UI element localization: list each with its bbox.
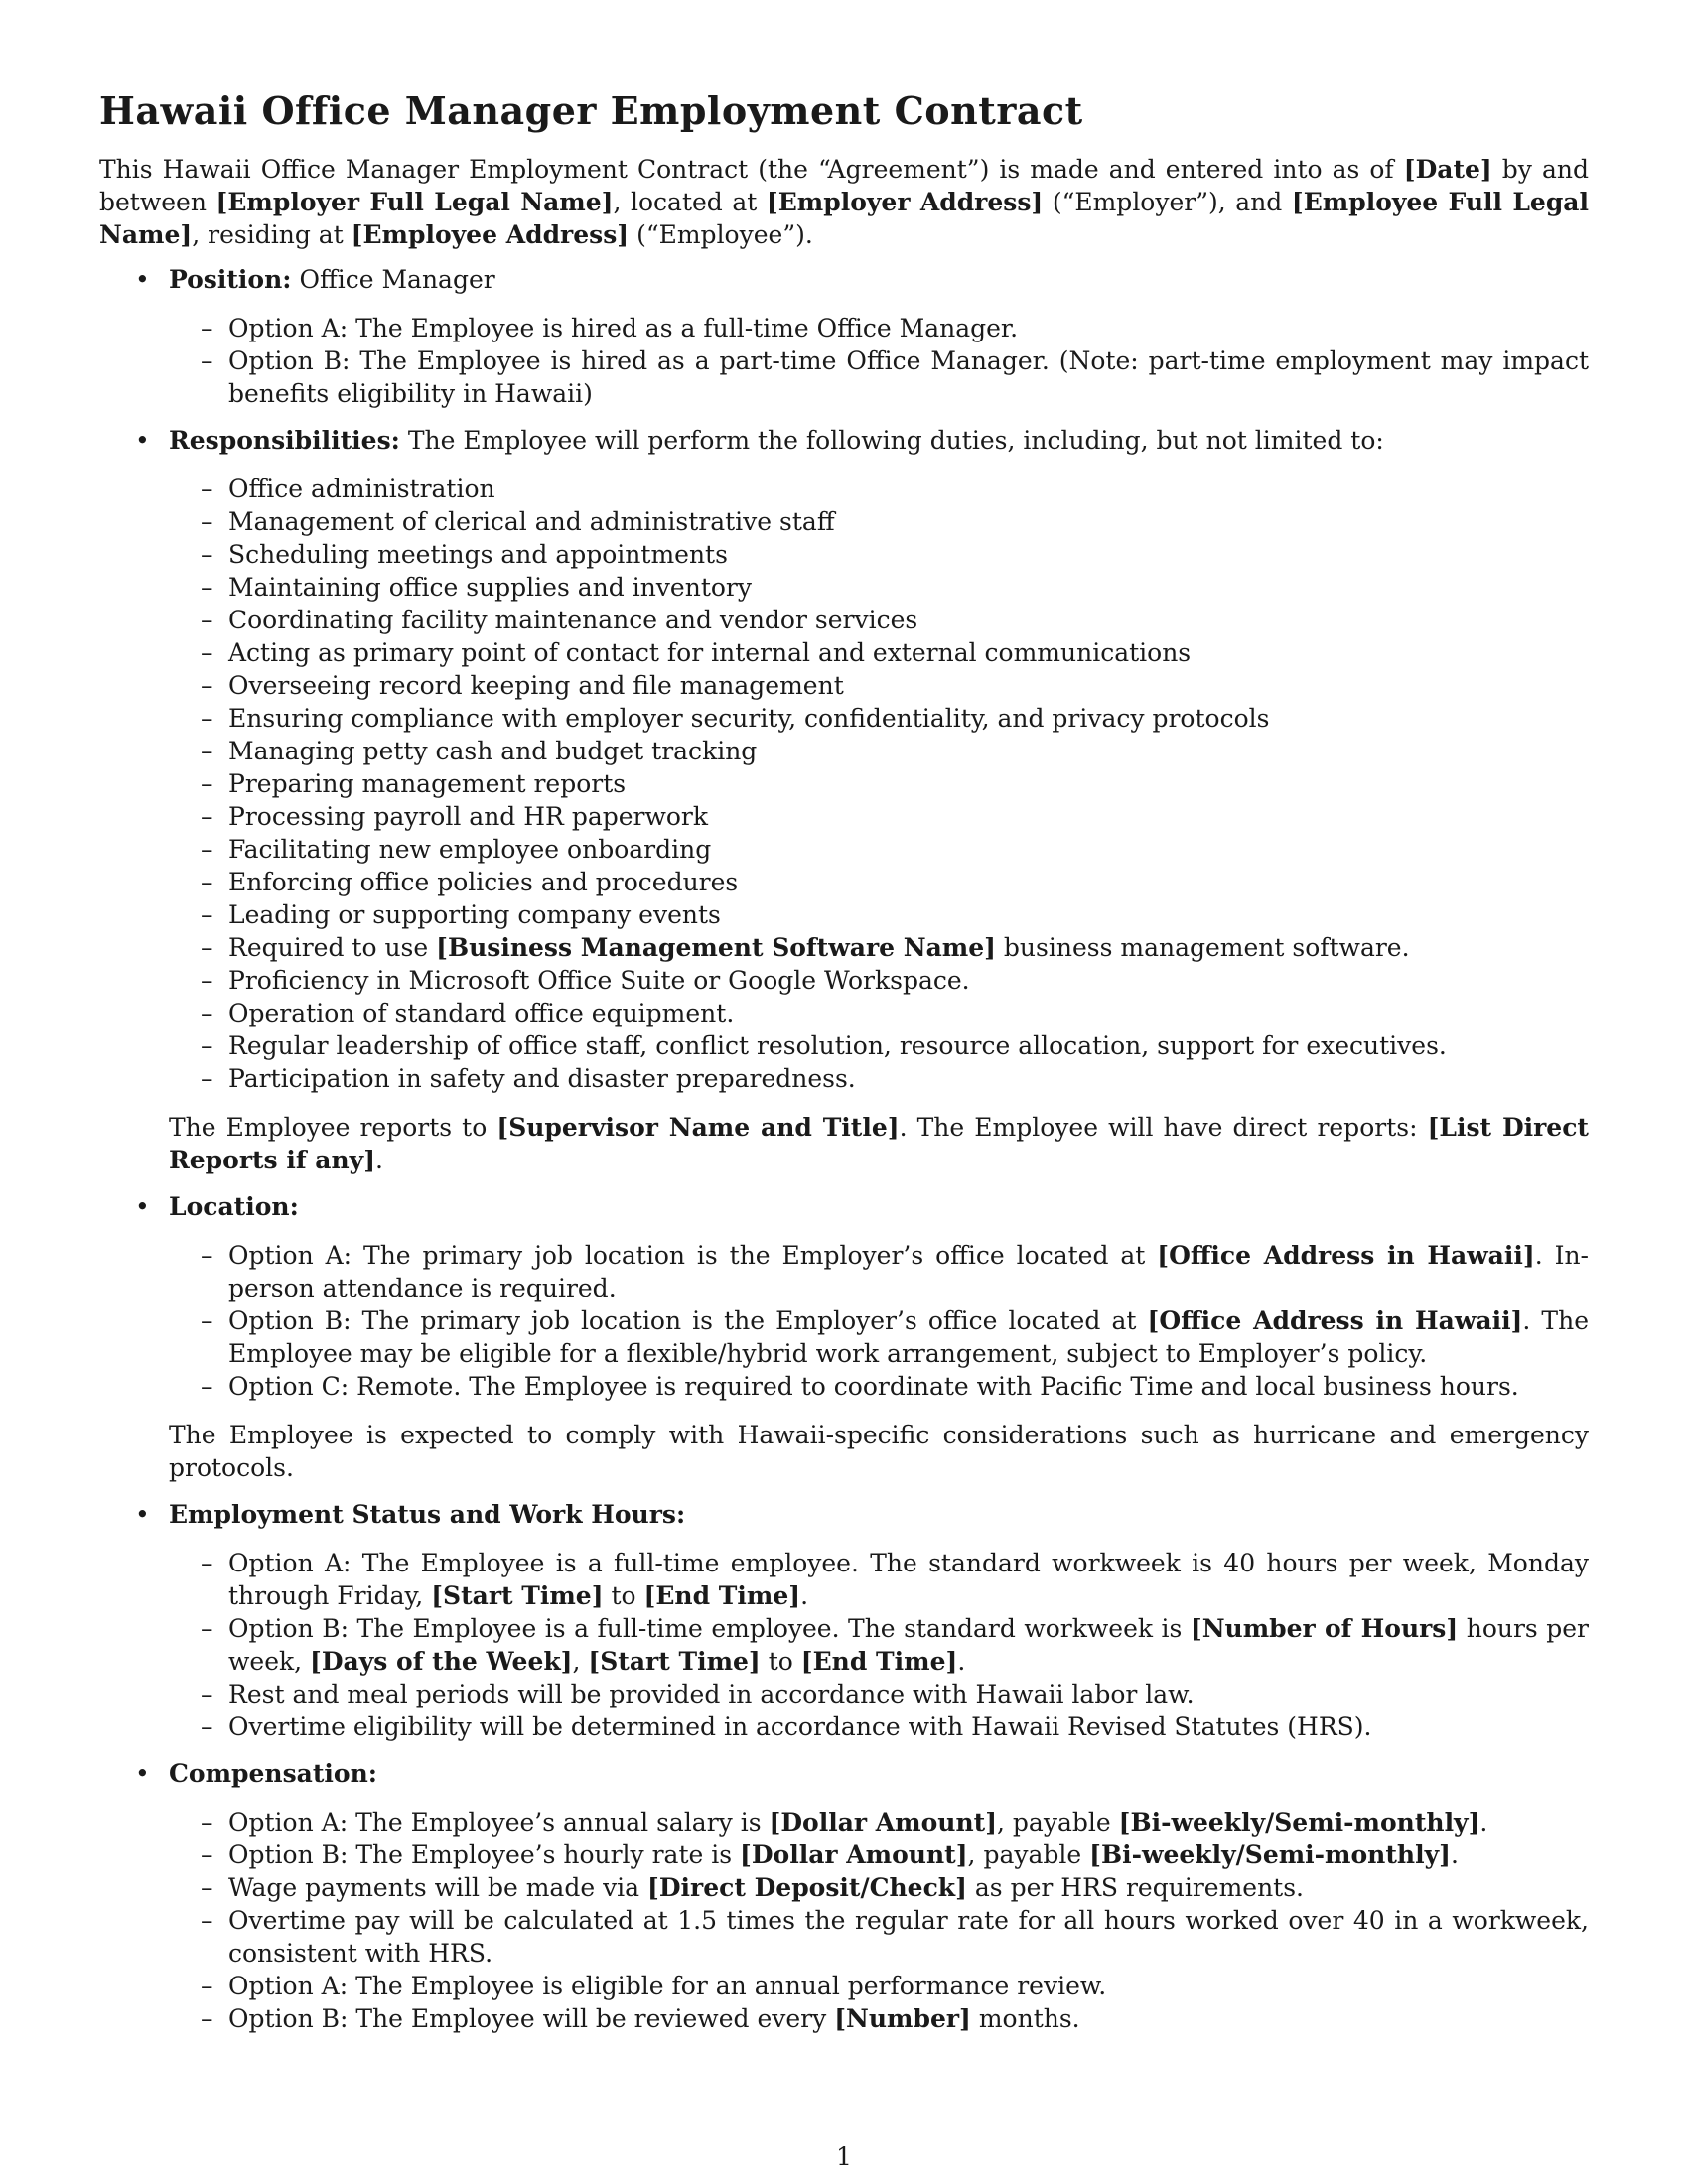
- dash-icon: –: [201, 1841, 213, 1869]
- dash-icon: –: [201, 1549, 213, 1577]
- dash-icon: –: [201, 2004, 213, 2033]
- comp-b-pre: Option B: The Employee’s hourly rate is: [228, 1841, 741, 1869]
- list-item: [169, 833, 1589, 866]
- dash-icon: –: [201, 671, 213, 700]
- location-note: The Employee is expected to comply with Hawaii-specific considerations such as hurricane and emergency protocols.: [169, 1421, 1589, 1482]
- dash-icon: –: [201, 1372, 213, 1401]
- list-item: [169, 997, 1589, 1029]
- list-item: [169, 735, 1589, 767]
- intro-text-4: (“Employer”), and: [1043, 188, 1292, 216]
- list-item-text: Facilitating new employee onboarding: [228, 835, 712, 864]
- dash-icon: –: [201, 933, 213, 962]
- list-item-text: Acting as primary point of contact for internal and external communications: [228, 638, 1192, 667]
- status-a-pre: Option A: The Employee is a full-time employee. The standard workweek is 40 hours per week, Monday through Friday,: [228, 1549, 1589, 1610]
- employer-address-placeholder: [Employer Address]: [766, 188, 1044, 216]
- page-number: 1: [836, 2142, 852, 2171]
- document-page: [99, 87, 1589, 2049]
- dash-icon: –: [201, 1031, 213, 1060]
- compensation-options: [169, 1806, 1589, 2035]
- list-item-text: Office administration: [228, 475, 495, 503]
- location-c-text: Option C: Remote. The Employee is required to coordinate with Pacific Time and local business hours.: [228, 1372, 1519, 1401]
- dash-icon: –: [201, 346, 213, 375]
- list-item: [169, 702, 1589, 735]
- list-item: [169, 669, 1589, 702]
- comp-b-mid: , payable: [967, 1841, 1090, 1869]
- location-heading: Location:: [169, 1192, 299, 1221]
- dash-icon: –: [201, 769, 213, 798]
- review-b-pre: Option B: The Employee will be reviewed every: [228, 2004, 835, 2033]
- position-options: [169, 312, 1589, 410]
- list-item: [169, 505, 1589, 538]
- list-item: [169, 931, 1589, 964]
- list-item-text: Participation in safety and disaster preparedness.: [228, 1064, 856, 1093]
- dash-icon: –: [201, 835, 213, 864]
- list-item: [169, 636, 1589, 669]
- list-item-text: Preparing management reports: [228, 769, 627, 798]
- dash-icon: –: [201, 606, 213, 634]
- list-item-text: Maintaining office supplies and inventory: [228, 573, 752, 602]
- dash-icon: –: [201, 1873, 213, 1902]
- wage-post: as per HRS requirements.: [966, 1873, 1304, 1902]
- list-item-text: Rest and meal periods will be provided in accordance with Hawaii labor law.: [228, 1680, 1195, 1708]
- list-item: [169, 1029, 1589, 1062]
- list-item: [169, 312, 1589, 344]
- bullet-icon: •: [135, 1192, 150, 1221]
- end-time-placeholder: [End Time]: [643, 1581, 801, 1610]
- dash-icon: –: [201, 1064, 213, 1093]
- payment-method-placeholder: [Direct Deposit/Check]: [647, 1873, 967, 1902]
- dash-icon: –: [201, 1306, 213, 1335]
- list-item: [169, 344, 1589, 410]
- dash-icon: –: [201, 802, 213, 831]
- list-item: [169, 964, 1589, 997]
- dash-icon: –: [201, 704, 213, 733]
- list-item: [169, 1806, 1589, 1839]
- intro-text-6: (“Employee”).: [629, 220, 813, 249]
- list-item: [169, 1062, 1589, 1095]
- days-placeholder: [Days of the Week]: [310, 1647, 573, 1676]
- office-address-placeholder: [Office Address in Hawaii]: [1147, 1306, 1523, 1335]
- employment-status-options: [169, 1547, 1589, 1743]
- intro-text-1: This Hawaii Office Manager Employment Contract (the “Agreement”) is made and entered into as of: [99, 155, 1404, 184]
- list-item-text: Enforcing office policies and procedures: [228, 868, 739, 896]
- dash-icon: –: [201, 1680, 213, 1708]
- dash-icon: –: [201, 475, 213, 503]
- list-item: [169, 1239, 1589, 1304]
- reporting-text-2: . The Employee will have direct reports:: [899, 1113, 1428, 1142]
- list-item: [169, 1904, 1589, 1970]
- responsibilities-list: [169, 473, 1589, 1095]
- compensation-section: [99, 1757, 1589, 2035]
- location-options: [169, 1239, 1589, 1403]
- review-b-post: months.: [970, 2004, 1080, 2033]
- dash-icon: –: [201, 900, 213, 929]
- list-item-text: Option B: The Employee is hired as a part-time Office Manager. (Note: part-time employment may impact benefits eligibility in Hawaii): [228, 346, 1589, 408]
- employment-status-heading: Employment Status and Work Hours:: [169, 1500, 686, 1529]
- status-b-comma: ,: [572, 1647, 589, 1676]
- list-item-text: Overseeing record keeping and file management: [228, 671, 844, 700]
- location-b-post: . The Employee may be eligible for a flexible/hybrid work arrangement, subject to Employer’s policy.: [228, 1306, 1589, 1368]
- list-item-text: Leading or supporting company events: [228, 900, 721, 929]
- date-placeholder: [Date]: [1403, 155, 1492, 184]
- dash-icon: –: [201, 868, 213, 896]
- location-a-pre: Option A: The primary job location is the Employer’s office located at: [228, 1241, 1158, 1270]
- comp-a-mid: , payable: [997, 1808, 1119, 1837]
- list-item-text: Overtime eligibility will be determined in accordance with Hawaii Revised Statutes (HRS).: [228, 1712, 1372, 1741]
- dollar-amount-placeholder: [Dollar Amount]: [769, 1808, 998, 1837]
- software-post: business management software.: [995, 933, 1410, 962]
- list-item: [169, 571, 1589, 604]
- direct-reports-placeholder: [List Direct Reports if any]: [169, 1113, 1589, 1174]
- software-pre: Required to use: [228, 933, 437, 962]
- dash-icon: –: [201, 1906, 213, 1935]
- pay-frequency-placeholder: [Bi-weekly/Semi-monthly]: [1118, 1808, 1480, 1837]
- clause-list: [99, 263, 1589, 2035]
- document-title: Hawaii Office Manager Employment Contract: [99, 88, 1083, 133]
- compensation-heading: Compensation:: [169, 1759, 377, 1788]
- dash-icon: –: [201, 999, 213, 1027]
- employment-status-section: [99, 1498, 1589, 1743]
- hours-placeholder: [Number of Hours]: [1190, 1614, 1459, 1643]
- list-item-text: Ensuring compliance with employer security, confidentiality, and privacy protocols: [228, 704, 1270, 733]
- employee-name-placeholder: [Employee Full Legal Name]: [99, 188, 1589, 249]
- list-item-text: Processing payroll and HR paperwork: [228, 802, 709, 831]
- dash-icon: –: [201, 507, 213, 536]
- intro-paragraph: [99, 153, 1589, 251]
- list-item: [169, 473, 1589, 505]
- list-item: [169, 1547, 1589, 1612]
- dollar-amount-placeholder: [Dollar Amount]: [740, 1841, 968, 1869]
- employee-address-placeholder: [Employee Address]: [351, 220, 630, 249]
- list-item: [169, 604, 1589, 636]
- wage-pre: Wage payments will be made via: [228, 1873, 648, 1902]
- list-item: [169, 898, 1589, 931]
- dash-icon: –: [201, 737, 213, 765]
- list-item-text: Operation of standard office equipment.: [228, 999, 735, 1027]
- responsibilities-heading: Responsibilities:: [169, 426, 400, 455]
- status-b-pre: Option B: The Employee is a full-time employee. The standard workweek is: [228, 1614, 1191, 1643]
- position-section: [99, 263, 1589, 410]
- bullet-icon: •: [135, 426, 150, 455]
- list-item: [169, 1304, 1589, 1370]
- intro-text-2: by and between: [99, 155, 1589, 216]
- comp-a-pre: Option A: The Employee’s annual salary is: [228, 1808, 770, 1837]
- end-time-placeholder: [End Time]: [800, 1647, 958, 1676]
- reporting-text-3: .: [375, 1146, 383, 1174]
- list-item-text: Option A: The Employee is hired as a full-time Office Manager.: [228, 314, 1019, 342]
- list-item: [169, 1839, 1589, 1871]
- responsibilities-section: [99, 424, 1589, 1176]
- list-item-text: Management of clerical and administrative staff: [228, 507, 835, 536]
- list-item: [169, 1370, 1589, 1403]
- list-item: [169, 800, 1589, 833]
- list-item: [169, 1970, 1589, 2002]
- bullet-icon: •: [135, 265, 150, 294]
- dash-icon: –: [201, 966, 213, 995]
- status-b-mid: hours per week,: [228, 1614, 1589, 1676]
- status-b-to: to: [760, 1647, 801, 1676]
- start-time-placeholder: [Start Time]: [588, 1647, 761, 1676]
- dash-icon: –: [201, 1614, 213, 1643]
- dash-icon: –: [201, 638, 213, 667]
- review-a-text: Option A: The Employee is eligible for an annual performance review.: [228, 1972, 1107, 2000]
- office-address-placeholder: [Office Address in Hawaii]: [1157, 1241, 1535, 1270]
- supervisor-placeholder: [Supervisor Name and Title]: [496, 1113, 900, 1142]
- list-item: [169, 1710, 1589, 1743]
- reporting-paragraph: [169, 1111, 1589, 1176]
- location-section: [99, 1190, 1589, 1484]
- responsibilities-text: The Employee will perform the following duties, including, but not limited to:: [399, 426, 1384, 455]
- location-a-post: . In-person attendance is required.: [228, 1241, 1590, 1302]
- position-text: Office Manager: [291, 265, 495, 294]
- list-item-text: Proficiency in Microsoft Office Suite or Google Workspace.: [228, 966, 970, 995]
- bullet-icon: •: [135, 1759, 150, 1788]
- comp-b-post: .: [1450, 1841, 1459, 1869]
- dash-icon: –: [201, 573, 213, 602]
- status-b-post: .: [957, 1647, 966, 1676]
- employer-name-placeholder: [Employer Full Legal Name]: [215, 188, 614, 216]
- dash-icon: –: [201, 540, 213, 569]
- position-heading: Position:: [169, 265, 292, 294]
- list-item: [169, 1871, 1589, 1904]
- dash-icon: –: [201, 1241, 213, 1270]
- list-item-text: Coordinating facility maintenance and vendor services: [228, 606, 918, 634]
- overtime-text: Overtime pay will be calculated at 1.5 times the regular rate for all hours worked over 40 in a workweek, consistent with HRS.: [228, 1906, 1589, 1968]
- software-name-placeholder: [Business Management Software Name]: [436, 933, 996, 962]
- list-item-text: Regular leadership of office staff, conflict resolution, resource allocation, support for executives.: [228, 1031, 1447, 1060]
- start-time-placeholder: [Start Time]: [431, 1581, 604, 1610]
- dash-icon: –: [201, 1808, 213, 1837]
- status-a-post: .: [800, 1581, 809, 1610]
- comp-a-post: .: [1479, 1808, 1488, 1837]
- list-item: [169, 2002, 1589, 2035]
- list-item: [169, 866, 1589, 898]
- dash-icon: –: [201, 1972, 213, 2000]
- list-item: [169, 1612, 1589, 1678]
- list-item: [169, 538, 1589, 571]
- reporting-text-1: The Employee reports to: [169, 1113, 497, 1142]
- list-item-text: Managing petty cash and budget tracking: [228, 737, 758, 765]
- dash-icon: –: [201, 314, 213, 342]
- list-item-text: Scheduling meetings and appointments: [228, 540, 728, 569]
- bullet-icon: •: [135, 1500, 150, 1529]
- list-item: [169, 767, 1589, 800]
- pay-frequency-placeholder: [Bi-weekly/Semi-monthly]: [1089, 1841, 1451, 1869]
- dash-icon: –: [201, 1712, 213, 1741]
- intro-text-3: , located at: [613, 188, 767, 216]
- intro-text-5: , residing at: [192, 220, 352, 249]
- list-item: [169, 1678, 1589, 1710]
- review-number-placeholder: [Number]: [834, 2004, 971, 2033]
- location-b-pre: Option B: The primary job location is the Employer’s office located at: [228, 1306, 1148, 1335]
- status-a-to: to: [603, 1581, 644, 1610]
